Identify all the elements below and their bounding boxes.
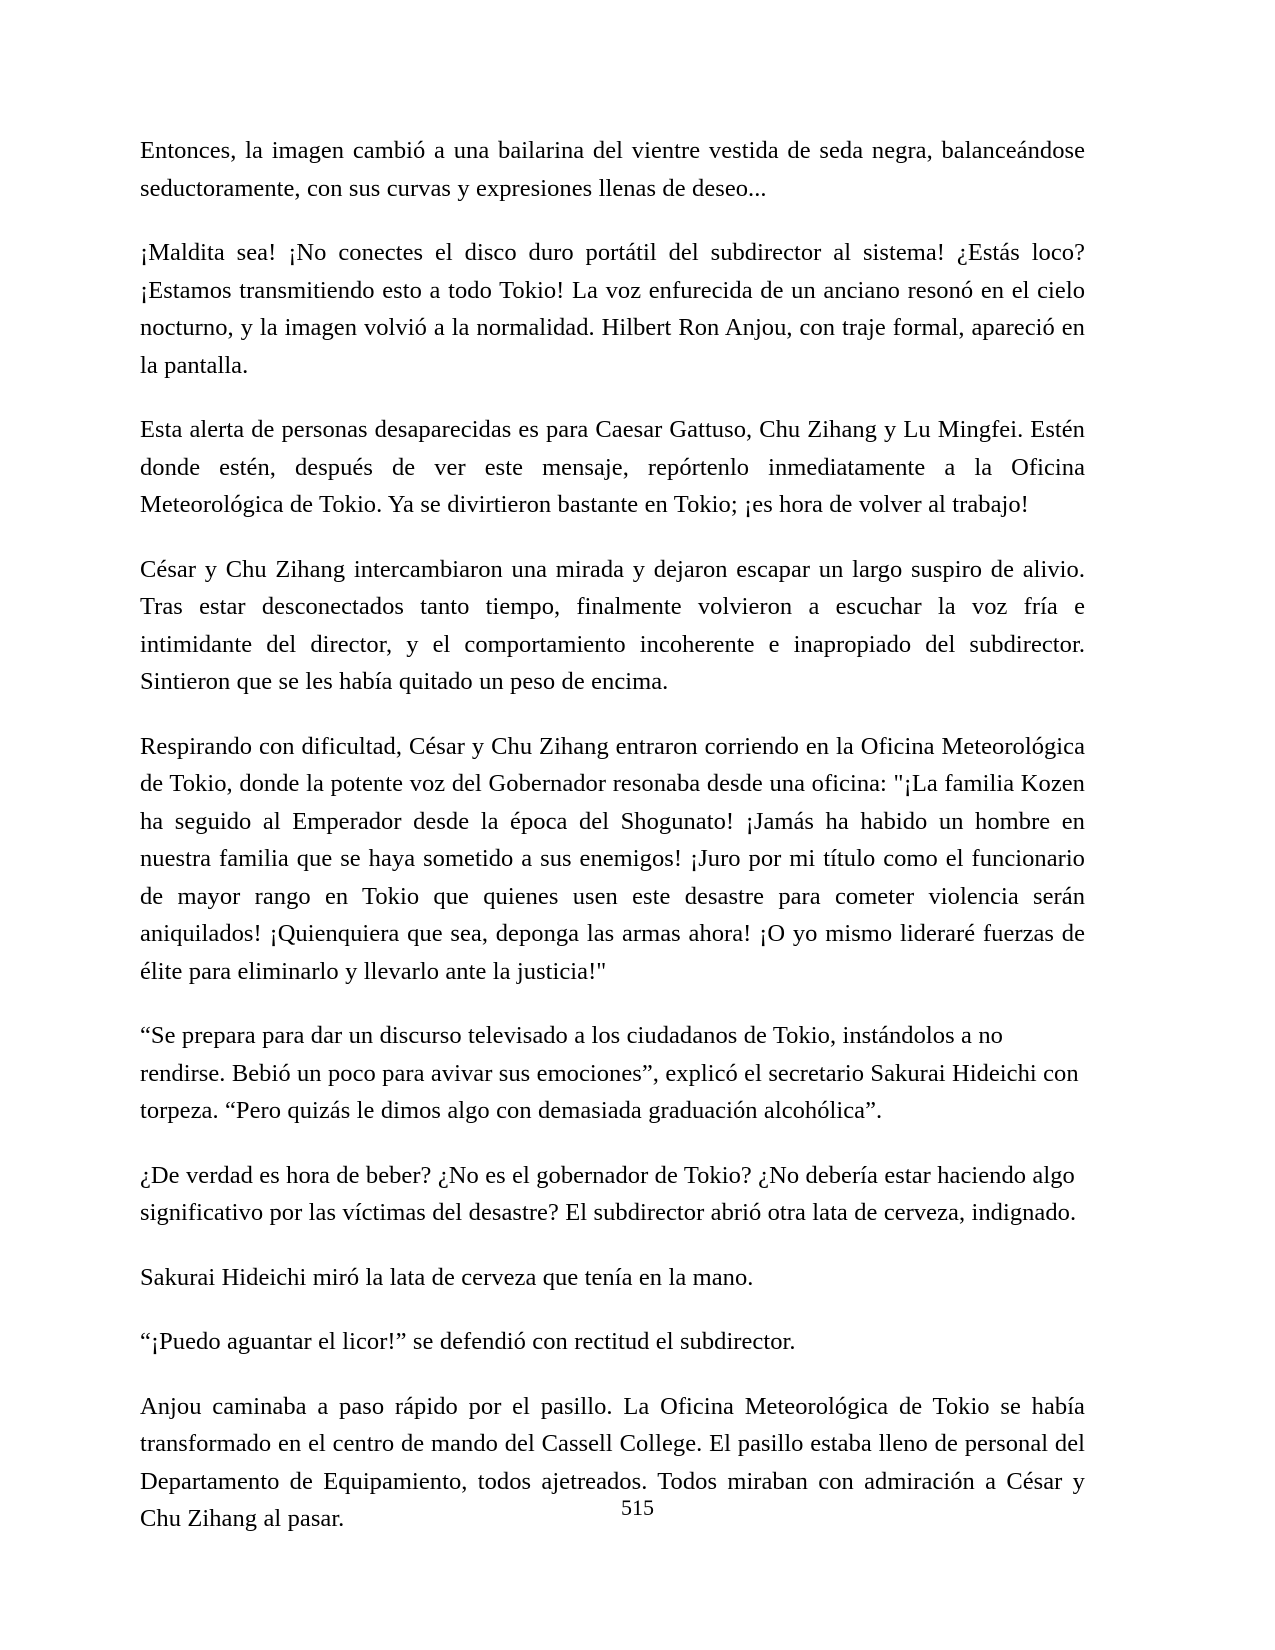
paragraph: Anjou caminaba a paso rápido por el pasillo. La Oficina Meteorológica de Tokio se había transformado en el centro de mando del Cassell College. El pasillo estaba lleno de personal del Departamento de Equipamiento, todos ajetreados. Todos miraban con admiración a César y Chu Zihang al pasar. bbox=[140, 1392, 1085, 1532]
paragraph: César y Chu Zihang intercambiaron una mirada y dejaron escapar un largo suspiro de alivio. Tras estar desconectados tanto tiempo, finalmente volvieron a escuchar la voz fría e intimidante del director, y el comportamiento incoherente e inapropiado del subdirector. Sintieron que se les había quitado un peso de encima. bbox=[140, 555, 1085, 695]
paragraph: “Se prepara para dar un discurso televisado a los ciudadanos de Tokio, instándolos a no rendirse. Bebió un poco para avivar sus emociones”, explicó el secretario Sakurai Hideichi con torpeza. “Pero quizás le dimos algo con demasiada graduación alcohólica”. bbox=[140, 1022, 1079, 1124]
paragraph: ¿De verdad es hora de beber? ¿No es el gobernador de Tokio? ¿No debería estar haciendo algo significativo por las víctimas del desastre? El subdirector abrió otra lata de cerveza, indignado. bbox=[140, 1161, 1077, 1226]
page-number: 515 bbox=[621, 1495, 654, 1520]
paragraph: “¡Puedo aguantar el licor!” se defendió con rectitud el subdirector. bbox=[140, 1328, 796, 1355]
paragraph: Entonces, la imagen cambió a una bailarina del vientre vestida de seda negra, balanceándose seductoramente, con sus curvas y expresiones llenas de deseo... bbox=[140, 137, 1085, 202]
paragraph: Esta alerta de personas desaparecidas es para Caesar Gattuso, Chu Zihang y Lu Mingfei. Estén donde estén, después de ver este mensaje, repórtenlo inmediatamente a la Oficina Meteorológica de Tokio. Ya se divirtieron bastante en Tokio; ¡es hora de volver al trabajo! bbox=[140, 416, 1085, 518]
paragraph: ¡Maldita sea! ¡No conectes el disco duro portátil del subdirector al sistema! ¿Estás loco? ¡Estamos transmitiendo esto a todo Tokio! La voz enfurecida de un anciano resonó en el cielo nocturno, y la imagen volvió a la normalidad. Hilbert Ron Anjou, con traje formal, apareció en la pantalla. bbox=[140, 239, 1085, 379]
page-body-text bbox=[140, 132, 1085, 1538]
paragraph: Respirando con dificultad, César y Chu Zihang entraron corriendo en la Oficina Meteorológica de Tokio, donde la potente voz del Gobernador resonaba desde una oficina: "¡La familia Kozen ha seguido al Emperador desde la época del Shogunato! ¡Jamás ha habido un hombre en nuestra familia que se haya sometido a sus enemigos! ¡Juro por mi título como el funcionario de mayor rango en Tokio que quienes usen este desastre para cometer violencia serán aniquilados! ¡Quienquiera que sea, deponga las armas ahora! ¡O yo mismo lideraré fuerzas de élite para eliminarlo y llevarlo ante la justicia!" bbox=[140, 732, 1085, 985]
paragraph: Sakurai Hideichi miró la lata de cerveza que tenía en la mano. bbox=[140, 1263, 754, 1291]
